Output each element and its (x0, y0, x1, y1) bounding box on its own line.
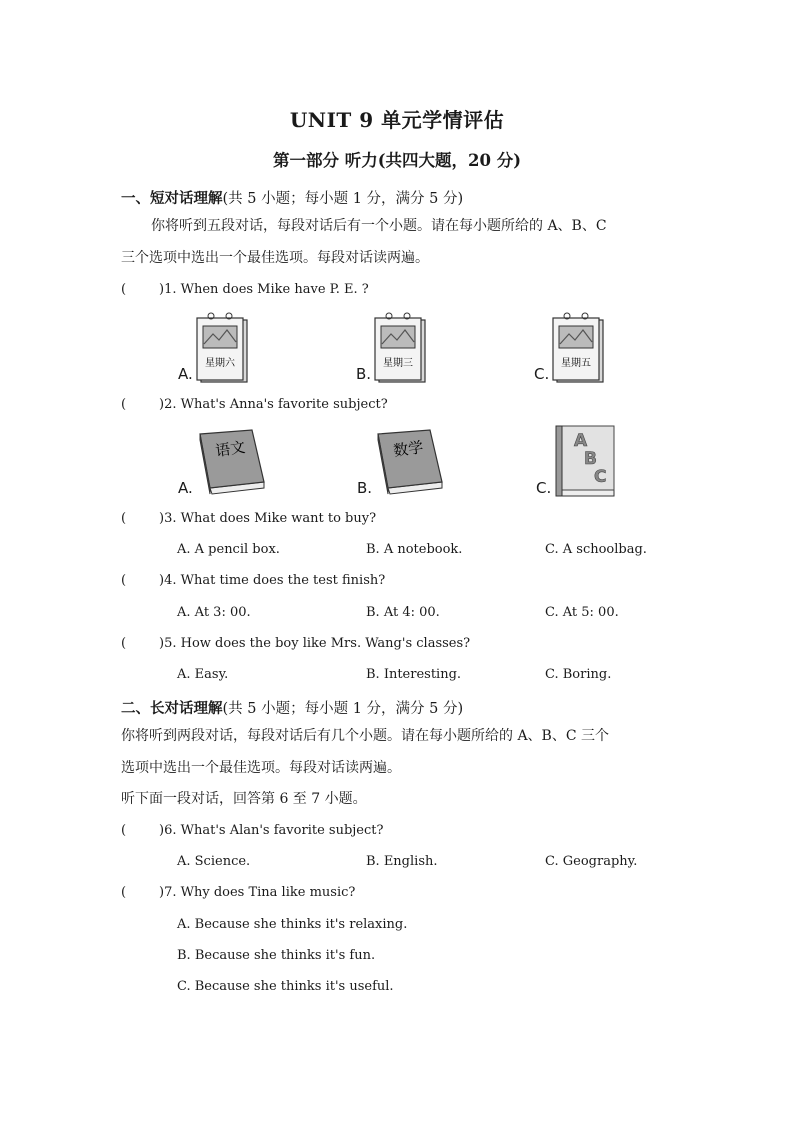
section2-title: 二、长对话理解 (121, 700, 223, 717)
question-text: )1. When does Mike have P. E. ? (159, 282, 369, 297)
section1-detail: (共 5 小题；每小题 1 分，满分 5 分) (222, 191, 464, 207)
option-a[interactable]: A. A pencil box. (177, 542, 280, 557)
calendar-icon (373, 312, 429, 384)
alphabet-book-icon (554, 424, 618, 498)
question-7 (121, 885, 355, 900)
calendar-text: 星期六 (205, 358, 235, 369)
question-text: )3. What does Mike want to buy? (159, 511, 377, 526)
option-a[interactable]: A. Because she thinks it's relaxing. (177, 917, 408, 932)
answer-blank[interactable]: ( (121, 282, 127, 297)
section2-heading (121, 697, 463, 718)
calendar-text: 星期三 (383, 358, 413, 369)
question-6 (121, 823, 383, 838)
section2-instr-line3: 听下面一段对话，回答第 6 至 7 小题。 (121, 791, 367, 807)
section2-instr-line1: 你将听到两段对话，每段对话后有几个小题。请在每小题所给的 A、B、C 三个 (121, 728, 610, 744)
option-c[interactable]: C. Because she thinks it's useful. (177, 979, 394, 994)
question-text: )6. What's Alan's favorite subject? (159, 823, 384, 838)
option-label-a: A. (178, 365, 193, 383)
question-5 (121, 636, 470, 651)
question-4 (121, 573, 385, 588)
option-b[interactable]: B. Interesting. (366, 667, 462, 682)
question-text: )4. What time does the test finish? (159, 573, 386, 588)
calendar-text: 星期五 (561, 358, 591, 369)
calendar-icon (195, 312, 251, 384)
option-a[interactable]: A. Easy. (177, 667, 229, 682)
option-a[interactable]: A. Science. (177, 854, 251, 869)
calendar-icon (551, 312, 607, 384)
question-3 (121, 511, 376, 526)
option-c[interactable]: C. A schoolbag. (545, 542, 647, 557)
option-c[interactable]: C. At 5: 00. (545, 605, 619, 620)
option-b[interactable]: B. A notebook. (366, 542, 463, 557)
question-text: )5. How does the boy like Mrs. Wang's classes? (159, 636, 471, 651)
option-b[interactable]: B. Because she thinks it's fun. (177, 948, 376, 963)
book-icon (198, 428, 270, 496)
letter-c: C (594, 467, 607, 487)
letter-b: B (584, 449, 597, 469)
book-text: 语文 (214, 438, 247, 461)
answer-blank[interactable]: ( (121, 573, 127, 588)
option-label-c: C. (534, 365, 550, 383)
question-text: )2. What's Anna's favorite subject? (159, 397, 388, 412)
section1-title: 一、短对话理解 (121, 190, 223, 207)
option-c[interactable]: C. Geography. (545, 854, 638, 869)
section1-heading (121, 187, 463, 208)
page-title: UNIT 9 单元学情评估 (289, 108, 505, 132)
section1-instr-line1: 你将听到五段对话，每段对话后有一个小题。请在每小题所给的 A、B、C (151, 218, 607, 234)
option-label-b: B. (356, 365, 372, 383)
option-c[interactable]: C. Boring. (545, 667, 612, 682)
option-b[interactable]: B. English. (366, 854, 438, 869)
answer-blank[interactable]: ( (121, 397, 127, 412)
book-icon (376, 428, 448, 496)
part-subtitle: 第一部分 听力(共四大题，20 分) (272, 151, 522, 170)
option-label-c: C. (536, 479, 552, 497)
answer-blank[interactable]: ( (121, 511, 127, 526)
option-b[interactable]: B. At 4: 00. (366, 605, 440, 620)
answer-blank[interactable]: ( (121, 636, 127, 651)
question-1 (121, 282, 369, 297)
section1-instr-line2: 三个选项中选出一个最佳选项。每段对话读两遍。 (121, 250, 429, 266)
book-text: 数学 (392, 438, 425, 461)
letter-a: A (574, 431, 588, 451)
answer-blank[interactable]: ( (121, 885, 127, 900)
question-2 (121, 397, 388, 412)
answer-blank[interactable]: ( (121, 823, 127, 838)
option-a[interactable]: A. At 3: 00. (177, 605, 251, 620)
section2-detail: (共 5 小题；每小题 1 分，满分 5 分) (222, 701, 464, 717)
question-text: )7. Why does Tina like music? (159, 885, 356, 900)
section2-instr-line2: 选项中选出一个最佳选项。每段对话读两遍。 (121, 760, 401, 776)
option-label-b: B. (357, 479, 373, 497)
option-label-a: A. (178, 479, 193, 497)
